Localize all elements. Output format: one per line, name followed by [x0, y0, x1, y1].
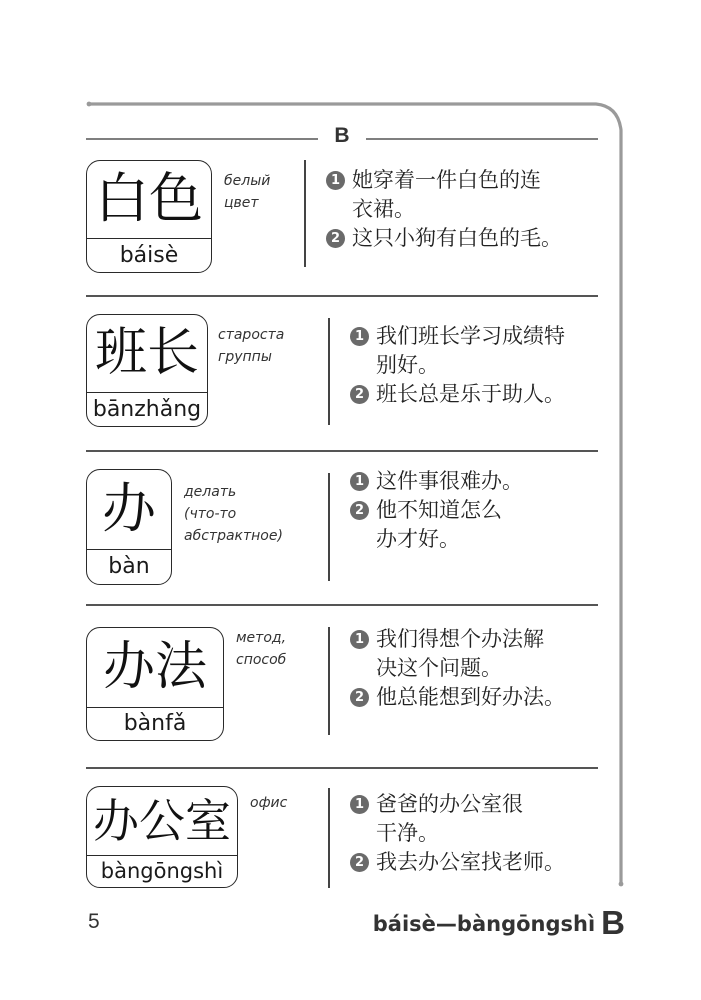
example-sentence — [348, 496, 523, 525]
example-number-badge: 2 — [350, 688, 369, 707]
pinyin-text: bānzhǎng — [87, 392, 207, 426]
translation — [236, 627, 286, 671]
section-letter: B — [334, 124, 350, 147]
example-text: 她穿着一件白色的连 — [352, 168, 541, 192]
translation-line: способ — [236, 652, 287, 668]
example-text: 我去办公室找老师。 — [376, 850, 565, 874]
example-text: 别好。 — [376, 353, 439, 377]
example-number-badge: 2 — [350, 501, 369, 520]
hanzi-card — [86, 160, 212, 273]
example-number-badge: 1 — [350, 795, 369, 814]
column-divider — [328, 473, 330, 581]
examples — [348, 322, 565, 409]
hanzi-card — [86, 469, 172, 585]
example-sentence — [348, 380, 565, 409]
entry-separator — [86, 767, 598, 769]
example-text: 爸爸的办公室很 — [376, 792, 523, 816]
example-sentence — [348, 683, 565, 712]
dictionary-entry — [86, 786, 598, 902]
hanzi-text: 办公室 — [93, 794, 231, 848]
example-sentence — [348, 467, 523, 496]
translation — [224, 170, 270, 214]
example-text: 班长总是乐于助人。 — [376, 382, 565, 406]
translation-line: староста — [218, 327, 285, 343]
translation-line: цвет — [224, 195, 259, 211]
example-number-badge: 2 — [350, 385, 369, 404]
example-sentence — [348, 322, 565, 351]
dictionary-entry — [86, 314, 598, 430]
examples — [348, 790, 565, 877]
examples — [324, 166, 562, 253]
examples — [348, 625, 565, 712]
running-head-letter: B — [601, 904, 625, 941]
example-text: 他不知道怎么 — [376, 498, 502, 522]
example-sentence — [348, 625, 565, 654]
example-sentence — [348, 790, 565, 819]
example-text: 他总能想到好办法。 — [376, 685, 565, 709]
translation-line: группы — [218, 349, 272, 365]
entry-separator — [86, 295, 598, 297]
pinyin-text: báisè — [87, 238, 211, 272]
example-text: 我们班长学习成绩特 — [376, 324, 565, 348]
examples — [348, 467, 523, 554]
hanzi-text: 白色 — [95, 167, 203, 230]
example-text: 这件事很难办。 — [376, 469, 523, 493]
translation-line: (что-то — [184, 506, 237, 522]
dictionary-entry — [86, 160, 598, 276]
column-divider — [328, 627, 330, 735]
example-text: 办才好。 — [376, 527, 460, 551]
example-text: 决这个问题。 — [376, 656, 502, 680]
hanzi-card — [86, 786, 238, 888]
page-number: 5 — [88, 910, 100, 933]
running-head — [373, 904, 625, 942]
entry-separator — [86, 604, 598, 606]
translation-line: абстрактное) — [184, 528, 283, 544]
example-text: 干净。 — [376, 821, 439, 845]
hanzi-text: 班长 — [94, 323, 199, 383]
translation — [184, 481, 283, 547]
hanzi-card — [86, 627, 224, 741]
hanzi-text: 办 — [102, 477, 156, 540]
hanzi-card — [86, 314, 208, 427]
example-sentence — [324, 166, 562, 195]
pinyin-text: bàn — [87, 549, 171, 584]
column-divider — [328, 788, 330, 888]
example-sentence — [348, 848, 565, 877]
example-number-badge: 1 — [350, 327, 369, 346]
translation-line: метод, — [236, 630, 287, 646]
example-number-badge: 1 — [350, 472, 369, 491]
dictionary-entry — [86, 469, 598, 585]
translation-line: офис — [250, 795, 288, 811]
translation-line: делать — [184, 484, 237, 500]
example-text: 我们得想个办法解 — [376, 627, 544, 651]
running-head-range: báisè—bàngōngshì — [372, 912, 596, 936]
pinyin-text: bàngōngshì — [87, 855, 237, 887]
entry-separator — [86, 450, 598, 452]
example-number-badge: 1 — [350, 630, 369, 649]
column-divider — [328, 318, 330, 425]
translation-line: белый — [224, 173, 271, 189]
translation — [218, 324, 284, 368]
hanzi-text: 办法 — [102, 637, 207, 697]
dictionary-entry — [86, 627, 598, 743]
example-sentence — [324, 224, 562, 253]
column-divider — [304, 160, 306, 267]
example-text: 这只小狗有白色的毛。 — [352, 226, 562, 250]
example-text: 衣裙。 — [352, 197, 415, 221]
example-number-badge: 1 — [326, 171, 345, 190]
translation — [250, 792, 287, 814]
example-number-badge: 2 — [350, 853, 369, 872]
example-number-badge: 2 — [326, 229, 345, 248]
pinyin-text: bànfǎ — [87, 707, 223, 740]
